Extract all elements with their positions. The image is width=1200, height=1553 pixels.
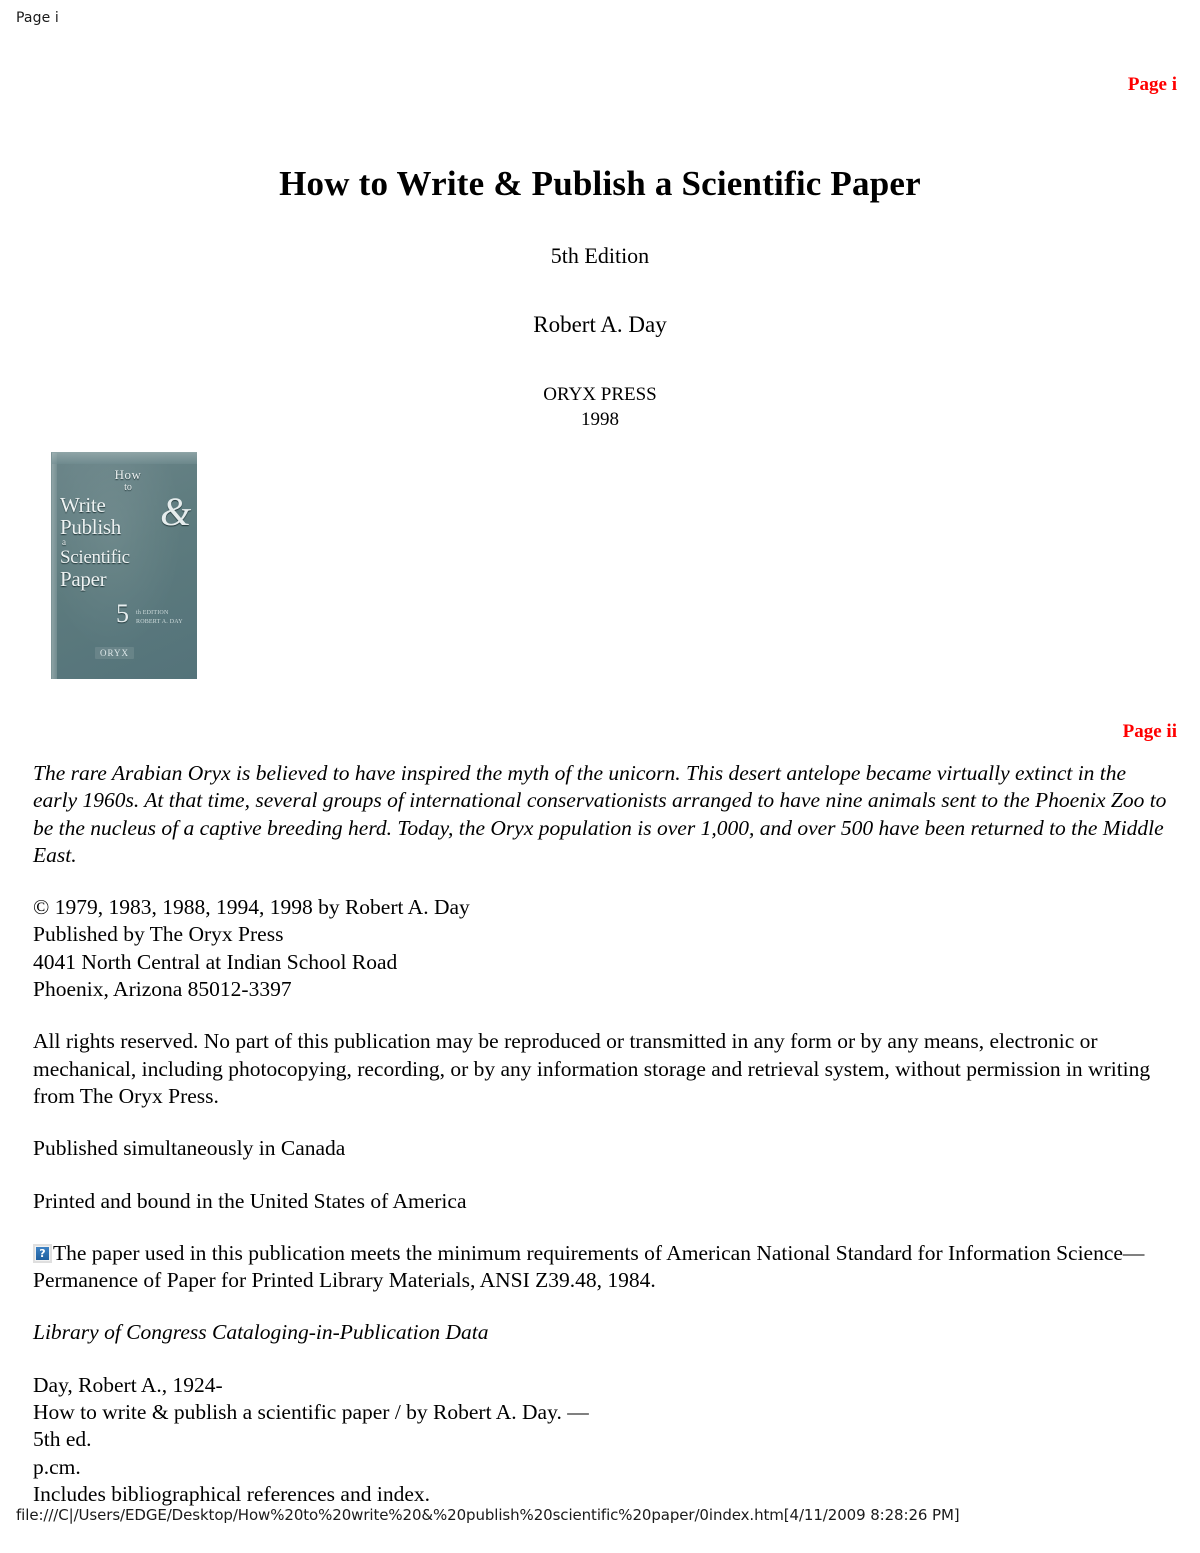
cover-line-a: a [62, 536, 66, 547]
cip-block [33, 1372, 1168, 1508]
broken-image-icon [33, 1244, 52, 1263]
book-cover-image [51, 452, 197, 679]
publication-year: 1998 [581, 409, 619, 431]
browser-print-footer: file:///C|/Users/EDGE/Desktop/How%20to%20write%20&%20publish%20scientific%20paper/0index.htm[4/11/2009 8:28:26 PM] [16, 1506, 960, 1524]
copyright-line: Phoenix, Arizona 85012-3397 [33, 977, 292, 1002]
edition-label: 5th Edition [550, 243, 650, 269]
ansi-paragraph-text: The paper used in this publication meets the minimum requirements of American National Standard for Information Science—Permanence of Paper for Printed Library Materials, ANSI Z39.48, 1984. [33, 1240, 1145, 1293]
cover-top-edge [52, 453, 197, 464]
broken-image-glyph: ? [36, 1247, 49, 1260]
oryx-note-paragraph: The rare Arabian Oryx is believed to have inspired the myth of the unicorn. This desert antelope became virtually extinct in the early 1960s. At that time, several groups of international conservationists arranged to have nine animals sent to the Phoenix Zoo to be the nucleus of a captive breeding herd. Today, the Oryx population is over 1,000, and over 500 have been returned to the Middle East. [33, 761, 1167, 867]
cip-line: How to write & publish a scientific paper / by Robert A. Day. — [33, 1400, 589, 1425]
copyright-block [33, 894, 1168, 1003]
cover-ampersand: & [160, 488, 191, 534]
cip-line: 5th ed. [33, 1427, 92, 1452]
cover-line-scientific: Scientific [60, 546, 130, 568]
publisher-name: ORYX PRESS [543, 384, 657, 406]
copyright-line: Published by The Oryx Press [33, 922, 284, 947]
cip-line: p.cm. [33, 1454, 81, 1479]
printed-line: Printed and bound in the United States of America [33, 1188, 467, 1213]
cip-line: Includes bibliographical references and index. [33, 1481, 430, 1506]
canada-line: Published simultaneously in Canada [33, 1136, 346, 1161]
cover-edition-number: 5 [116, 599, 129, 628]
copyright-line: © 1979, 1983, 1988, 1994, 1998 by Robert A. Day [33, 895, 470, 920]
cover-line-to: to [124, 481, 132, 493]
author-name: Robert A. Day [533, 312, 667, 338]
browser-print-header: Page i [16, 10, 59, 26]
cover-line-how: How [114, 467, 142, 482]
cover-line-publish: Publish [60, 515, 121, 540]
page-marker-ii: Page ii [1122, 721, 1177, 742]
copyright-line: 4041 North Central at Indian School Road [33, 949, 398, 974]
cip-line: Day, Robert A., 1924- [33, 1372, 223, 1397]
page-marker-i: Page i [1127, 74, 1177, 95]
cover-edition-info: th EDITION ROBERT A. DAY [136, 610, 183, 625]
page-title: How to Write & Publish a Scientific Paper [279, 164, 921, 203]
title-block [0, 164, 1200, 432]
rights-reserved-paragraph: All rights reserved. No part of this publication may be reproduced or transmitted in any form or by any means, electronic or mechanical, including photocopying, recording, or by any information storage and retrieval system, without permission in writing from The Oryx Press. [33, 1029, 1151, 1108]
cip-heading: Library of Congress Cataloging-in-Publication Data [33, 1320, 489, 1345]
cover-write-text: Write [60, 492, 106, 517]
document-content [33, 760, 1168, 1533]
cover-imprint: ORYX [95, 647, 134, 659]
ansi-paragraph [33, 1240, 1168, 1295]
cover-line-paper: Paper [60, 567, 107, 592]
